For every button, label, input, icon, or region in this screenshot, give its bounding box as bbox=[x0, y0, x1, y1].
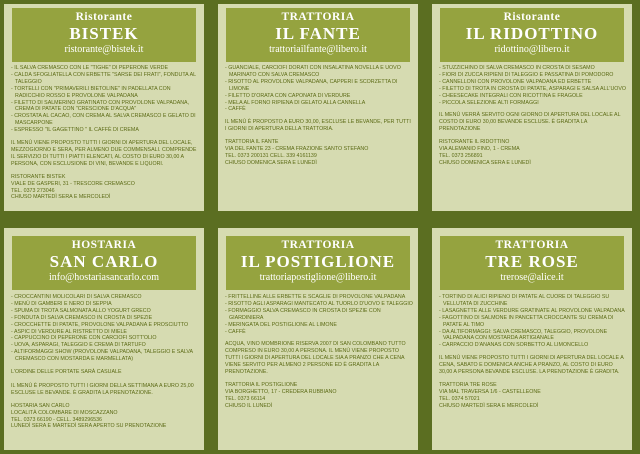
menu-item: - FILETTO D'ORATA CON CAPONATA DI VERDURE bbox=[225, 92, 351, 99]
card-email-link[interactable]: trattoriapostiglione@libero.it bbox=[259, 272, 377, 283]
menu-item: - CROCCHETTE DI PATATE, PROVOLONE VALPADANA E PROSCIUTTO bbox=[11, 321, 189, 328]
contact-name: RISTORANTE BISTEK bbox=[11, 173, 66, 180]
contact-closing: CHIUSO DOMENICA SERA E LUNEDÌ bbox=[225, 159, 317, 166]
menu-item: - CROCCANTINI MOLICOLARI DI SALVA CREMASCO bbox=[11, 294, 142, 300]
menu-item: - ALTIFORMAGGI SHOW (PROVOLONE VALPADANA, TALEGGIO E SALVA CREMASCO CON MOSTARDA E MARMELLATA) bbox=[11, 349, 193, 363]
card-body bbox=[225, 65, 413, 167]
contact-address: VIA MAL TRAVERSA 1/6 - CASTELLEONE bbox=[439, 388, 541, 395]
card-san-carlo bbox=[4, 228, 204, 450]
menu-item: - MERINGATA DEL POSTIGLIONE AL LIMONE bbox=[225, 321, 337, 328]
menu-item: - CAPPUCCINO DI PEPERONE CON CARCIOFI SOTT'OLIO bbox=[11, 335, 157, 342]
menu-item: - CANNELLONI CON PROVOLONE VALPADANA ED ERBETTE bbox=[439, 78, 592, 85]
contact-name: TRATTORIA IL POSTIGLIONE bbox=[225, 381, 298, 388]
menu-item: - FILETTO DI TROTA IN CROSTA DI PATATE, ASPARAGI E SALSA ALL'UOVO bbox=[439, 85, 627, 92]
menu-item: - DA ALTIFORMAGGI: SALVA CREMASCO, TALEGGIO, PROVOLONE VALPADANA CON MOSTARDA ARTIGIANALE bbox=[439, 328, 608, 342]
contact-name: TRATTORIA IL FANTE bbox=[225, 139, 279, 146]
menu-info: L'ORDINE DELLE PORTATE SARÀ CASUALE IL MENÙ È PROPOSTO TUTTI I GIORNI DELLA SETTIMANA A EURO 25,00 ESCLUSE LE BEVANDE. È GRADITA LA PRENOTAZIONE. bbox=[11, 369, 194, 396]
contact-closing: CHIUSO MARTEDÌ SERA E MERCOLEDÌ bbox=[439, 402, 539, 409]
menu-item: - RISOTTO AGLI ASPARAGI MANTECATO AL TUORLO D'UOVO E TALEGGIO bbox=[225, 300, 413, 307]
menu-info: IL MENÙ VIENE PROPOSTO TUTTI I GIORNI DI APERTURA DEL LOCALE A CENA, SABATO E DOMENICA ANCHE A PRANZO, AL COSTO DI EURO 30,00 A PERSONA BEVANDE ESCLUSE. LA PRENOTAZIONE È GRADITA. bbox=[439, 355, 624, 376]
menu-info: IL MENÙ VERRÀ SERVITO OGNI GIORNO DI APERTURA DEL LOCALE AL COSTO DI EURO 30,00 BEVANDE ESCLUSE. È GRADITA LA PRENOTAZIONE bbox=[439, 112, 621, 133]
card-header bbox=[226, 8, 410, 62]
card-email-link[interactable]: info@hostariasancarlo.com bbox=[48, 272, 159, 283]
menu-list bbox=[439, 65, 627, 106]
contact-closing: CHIUSO DOMENICA SERA E LUNEDÌ bbox=[439, 159, 531, 166]
menu-list bbox=[225, 294, 413, 335]
contact-closing: LUNEDÌ SERA E MARTEDÌ SERA APERTO SU PRENOTAZIONE bbox=[11, 423, 167, 430]
card-body bbox=[439, 294, 627, 410]
menu-item: - FORMAGGIO SALVA CREMASCO IN CROSTA DI SPEZIE CON GIARDINIERA bbox=[225, 307, 381, 321]
card-name: IL POSTIGLIONE bbox=[240, 252, 396, 271]
menu-item: - GUANCIALE, CARCIOFI DORATI CON INSALATINA NOVELLA E UOVO MARINATO CON SALVA CREMASCO bbox=[225, 65, 401, 78]
card-header bbox=[226, 236, 410, 290]
menu-item: - CARPACCIO D'ANANAS CON SORBETTO AL LIMONCELLO bbox=[439, 342, 589, 349]
card-body bbox=[11, 294, 199, 430]
menu-item: - CHEESECAKE INTEGRALI CON RICOTTINA E FRAGOLE bbox=[439, 92, 583, 99]
card-type: Ristorante bbox=[75, 11, 133, 23]
menu-item: - MENÙ DI GAMBERI E NERO DI SEPPIA bbox=[11, 300, 112, 307]
menu-item: - STUZZICHINO DI SALVA CREMASCO IN CROSTA DI SESAMO bbox=[439, 65, 595, 71]
menu-item: - IL SALVA CREMASCO CON LE "TIGHE" DI PEPERONE VERDE bbox=[11, 65, 169, 71]
contact-address: VIA DEL FANTE 23 - CREMA FRAZIONE SANTO STEFANO bbox=[225, 146, 369, 153]
card-body bbox=[225, 294, 413, 410]
contact-phone: TEL. 0373 200131 CELL. 339 4161139 bbox=[225, 152, 317, 159]
card-il-postiglione bbox=[218, 228, 418, 450]
menu-item: - CAFFÈ bbox=[225, 328, 246, 335]
menu-item: - FRITTELLINE ALLE ERBETTE E SCAGLIE DI PROVOLONE VALPADANA bbox=[225, 294, 406, 300]
menu-item: - CAFFÈ bbox=[225, 106, 246, 113]
menu-list bbox=[225, 65, 413, 113]
card-email-link[interactable]: ridottino@libero.it bbox=[494, 44, 570, 55]
menu-info: ACQUA, VINO MOMBRIONE RISERVA 2007 DI SAN COLOMBANO TUTTO COMPRESO IN EURO 30,00 A PERSONA. IL MENÙ VIENE PROPOSTO TUTTI I GIORNI DI APERTURA DEL LOCALE SIA A PRANZO CHE A CENA VIENE SERVITO PER ALMENO 2 PERSONE ED È GRADITA LA PRENOTAZIONE. bbox=[225, 341, 406, 376]
card-type: TRATTORIA bbox=[495, 239, 569, 251]
menu-item: - MELA AL FORNO RIPIENA DI GELATO ALLA CANNELLA bbox=[225, 99, 366, 106]
card-il-ridottino bbox=[432, 4, 632, 211]
contact-closing: CHIUSO MARTEDÌ SERA E MERCOLEDÌ bbox=[11, 194, 111, 201]
card-type: TRATTORIA bbox=[281, 11, 355, 23]
contact-address: VIA BORGHETTO, 17 - CREDERA RUBBIANO bbox=[225, 388, 337, 395]
menu-item: - PICCOLA SELEZIONE ALTI FORMAGGI bbox=[439, 99, 539, 106]
menu-list bbox=[439, 294, 627, 349]
card-body bbox=[439, 65, 627, 167]
menu-info: IL MENÙ VIENE PROPOSTO TUTTI I GIORNI DI APERTURA DEL LOCALE, MEZZOGIORNO E SERA, PER ALMENO DUE COMMENSALI. COMPRENDE IL SERVIZIO DI TUTTI I PIATTI ELENCATI, AL COSTO DI EURO 30,00 A PERSONA, CON ESCLUSIONE DI VINI, BEVANDE E LIQUORI. bbox=[11, 140, 197, 167]
contact-address: LOCALITÀ COLOMBARE DI MOSCAZZANO bbox=[11, 409, 118, 416]
contact-phone: TEL. 0374 57021 bbox=[439, 395, 480, 402]
contact-address: VIA ALEMANIO FINO, 1 - CREMA bbox=[439, 146, 520, 153]
menu-item: - FONDUTA DI SALVA CREMASCO IN CROSTA DI SPEZIE bbox=[11, 314, 153, 321]
menu-item: - ESPRESSO "IL GAGETTINO " IL CAFFÈ DI CREMA bbox=[11, 127, 139, 134]
menu-list bbox=[11, 294, 199, 363]
menu-info: IL MENÙ È PROPOSTO A EURO 30,00, ESCLUSE LE BEVANDE, PER TUTTI I GIORNI DI APERTURA DELLA TRATTORIA. bbox=[225, 119, 411, 133]
menu-item: - TORTELLI CON "PRIMAVERILI BIETOLINE" IN PADELLATA CON RADICCHIO ROSSO E PROVOLONE VALPADANA bbox=[11, 85, 171, 99]
menu-item: - CALDA SFOGLIATELLA CON ERBETTE "SARSE DEI FRATI", FONDUTA AL TALEGGIO bbox=[11, 71, 196, 85]
menu-item: - TORTINO DI ALICI RIPIENO DI PATATE AL CUORE DI TALEGGIO SU VELLUTATA DI ZUCCHINE bbox=[439, 294, 610, 307]
card-name: IL RIDOTTINO bbox=[465, 24, 599, 43]
menu-item: - LASAGNETTE ALLE VERDURE GRATINATE AL PROVOLONE VALPADANA bbox=[439, 307, 625, 314]
card-type: Ristorante bbox=[503, 11, 561, 23]
card-header bbox=[440, 236, 624, 290]
card-il-fante bbox=[218, 4, 418, 211]
menu-item: - FILETTO DI SALMERINO GRATINATO CON PROVOLONE VALPADANA, CREMA DI PATATE CON "CRESCIONE D'ACQUA" bbox=[11, 99, 190, 113]
menu-item: - RISOTTO AL PROVOLONE VALPADANA, CAPPERI E SCORZETTA DI LIMONE bbox=[225, 78, 398, 92]
contact-phone: TEL. 0373 273046 bbox=[11, 187, 55, 194]
menu-item: - SPUMA DI TROTA SALMONATA ALLO YOGURT GRECO bbox=[11, 307, 151, 314]
contact-phone: TEL. 0373 66114 bbox=[225, 395, 266, 402]
card-body bbox=[11, 65, 199, 201]
menu-item: - ASPIC DI VERDURE AL RISTRETTO DI MIELE bbox=[11, 328, 127, 335]
card-name: IL FANTE bbox=[275, 24, 361, 43]
card-type: TRATTORIA bbox=[281, 239, 355, 251]
menu-list bbox=[11, 65, 199, 134]
card-email-link[interactable]: trerose@alice.it bbox=[500, 272, 564, 283]
card-header bbox=[12, 8, 196, 62]
contact-name: RISTORANTE IL RIDOTTINO bbox=[439, 139, 510, 146]
card-tre-rose bbox=[432, 228, 632, 450]
card-name: SAN CARLO bbox=[49, 252, 159, 271]
contact-name: HOSTARIA SAN CARLO bbox=[11, 402, 70, 409]
card-type: HOSTARIA bbox=[71, 239, 137, 251]
card-email-link[interactable]: ristorante@bistek.it bbox=[64, 44, 144, 55]
card-name: TRE ROSE bbox=[485, 252, 579, 271]
card-email-link[interactable]: trattoriailfante@libero.it bbox=[269, 44, 367, 55]
menu-item: - FIORI DI ZUCCA RIPIENI DI TALEGGIO E PASSATINA DI POMODORO bbox=[439, 71, 614, 78]
card-header bbox=[440, 8, 624, 62]
contact-phone: TEL. 0373 256891 bbox=[439, 152, 483, 159]
contact-closing: CHIUSO IL LUNEDÌ bbox=[225, 402, 273, 409]
menu-item: - UOVA, ASPARAGI, TALEGGIO E CREMA DI TARTUFO bbox=[11, 342, 146, 349]
menu-item: - FAGOTTINO DI SALMONE IN PANCETTA CROCCANTE SU CREMA DI PATATE AL TIMO bbox=[439, 314, 614, 328]
contact-phone: TEL. 0373 66190 - CELL. 3489296536 bbox=[11, 416, 103, 423]
contact-name: TRATTORIA TRE ROSE bbox=[439, 381, 497, 388]
card-bistek bbox=[4, 4, 204, 211]
menu-item: - CROSTATA AL CACAO, CON CREMA AL SALVA CREMASCO E GELATO DI MASCARPONE bbox=[11, 113, 196, 127]
contact-address: VIALE DE GASPERI, 31 - TRESCORE CREMASCO bbox=[11, 180, 135, 187]
card-header bbox=[12, 236, 196, 290]
card-name: BISTEK bbox=[69, 24, 139, 43]
